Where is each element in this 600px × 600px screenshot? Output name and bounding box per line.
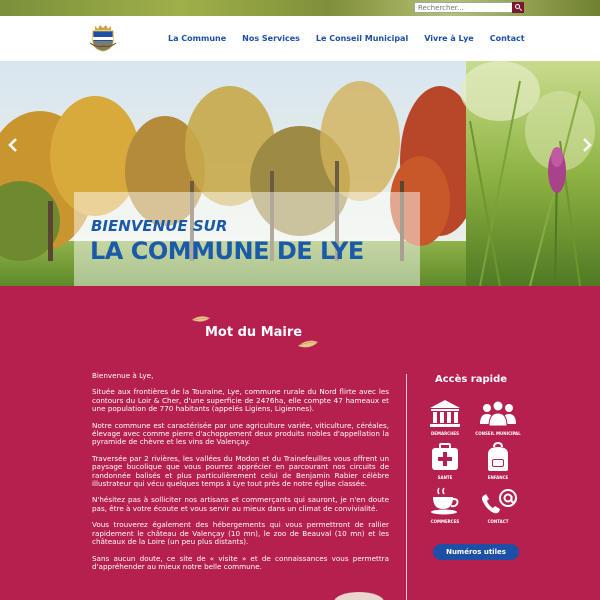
people-icon — [478, 398, 518, 428]
quick-access-sante[interactable] — [415, 442, 475, 480]
slider-prev-arrow[interactable] — [8, 137, 18, 151]
quick-access-conseil-municipal[interactable] — [468, 398, 528, 436]
quick-access-label: CONTACT — [487, 519, 509, 524]
coat-of-arms-logo[interactable] — [90, 24, 116, 52]
message-paragraph: Traversée par 2 rivières, les vallées du Modon et du Trainefeuilles vous offrent un paysage bucolique que vous pourrez apprécier en parcourant nos circuits de randonnée balisés et plus particulièrement celui de Benjamin Rabier célèbre illustrateur qui vécu quelques temps à Lye tout près de notre église classée. — [92, 453, 389, 489]
bottom-decorative-circle — [334, 592, 384, 600]
message-paragraph: Vous trouverez également des hébergements qui vous permettront de rallier rapidement le château de Valençay (10 mn), le zoo de Beauval (10 mn) et les châteaux de la Loire (un peu plus distants). — [92, 520, 389, 547]
vertical-divider — [406, 374, 407, 600]
message-paragraph: Notre commune est caractérisée par une agriculture variée, viticulture, céréales, élevage avec comme pierre d'achoppement deux produits nobles d'appellation la pyramide de chèvre et les vins de Valençay. — [92, 420, 389, 447]
nav-item-conseil-municipal[interactable]: Le Conseil Municipal — [315, 34, 409, 43]
welcome-line-2: LA COMMUNE DE LYE — [90, 237, 364, 265]
backpack-icon — [483, 442, 513, 472]
nav-item-contact[interactable]: Contact — [489, 34, 525, 43]
message-paragraph: N'hésitez pas à solliciter nos artisans et commerçants qui sauront, je n'en doute pas, être à votre écoute et vous servir au mieux dans un climat de convivialité. — [92, 495, 389, 513]
welcome-banner — [74, 192, 420, 286]
nav-item-la-commune[interactable]: La Commune — [168, 34, 227, 43]
phone-email-icon — [478, 486, 518, 516]
quick-access-contact[interactable] — [468, 486, 528, 524]
chevron-left-icon — [8, 138, 18, 152]
quick-access-label: DEMARCHES — [430, 431, 460, 436]
quick-access-label: COMMERCES — [430, 519, 460, 524]
quick-access-label: ENFANCE — [487, 475, 509, 480]
search-icon-handle — [519, 8, 522, 11]
quick-access-demarches[interactable] — [415, 398, 475, 436]
quick-access-enfance[interactable] — [468, 442, 528, 480]
hero-slider — [0, 61, 600, 286]
nav-item-nos-services[interactable]: Nos Services — [242, 34, 300, 43]
header — [0, 16, 600, 61]
chevron-right-icon — [582, 138, 592, 152]
mot-du-maire-title: Mot du Maire — [205, 325, 303, 340]
acces-rapide-title: Accès rapide — [435, 374, 508, 385]
welcome-line-1: BIENVENUE SUR — [91, 217, 228, 235]
search-input[interactable] — [414, 2, 513, 13]
mot-du-maire-heading — [190, 312, 320, 352]
quick-access-label: CONSEIL MUNICIPAL — [475, 431, 521, 436]
quick-access-commerces[interactable] — [415, 486, 475, 524]
top-bar — [0, 0, 600, 16]
nav-item-vivre-a-lye[interactable]: Vivre à Lye — [424, 34, 474, 43]
message-paragraph: Sans aucun doute, ce site de « visite » et de connaissances vous permettra d'appréhender au mieux notre belle commune. — [92, 553, 389, 571]
main-section — [0, 286, 600, 600]
mayor-message — [92, 372, 389, 579]
message-paragraph: Bienvenue à Lye, — [92, 371, 154, 380]
building-icon — [428, 398, 462, 428]
search-button[interactable] — [512, 2, 524, 13]
quick-access-label: SANTE — [437, 475, 453, 480]
slider-next-arrow[interactable] — [582, 137, 592, 151]
coffee-cup-icon — [429, 486, 461, 516]
message-paragraph: Située aux frontières de la Touraine, Lye, commune rurale du Nord flirte avec les contours du Loir & Cher, d'une superficie de 2476ha, elle compte 47 hameaux et une population de 770 habitants (appelés Ligiens, Ligiennes). — [92, 387, 389, 414]
numeros-utiles-button[interactable]: Numéros utiles — [433, 544, 519, 560]
medical-kit-icon — [430, 442, 460, 472]
main-nav — [168, 34, 541, 43]
